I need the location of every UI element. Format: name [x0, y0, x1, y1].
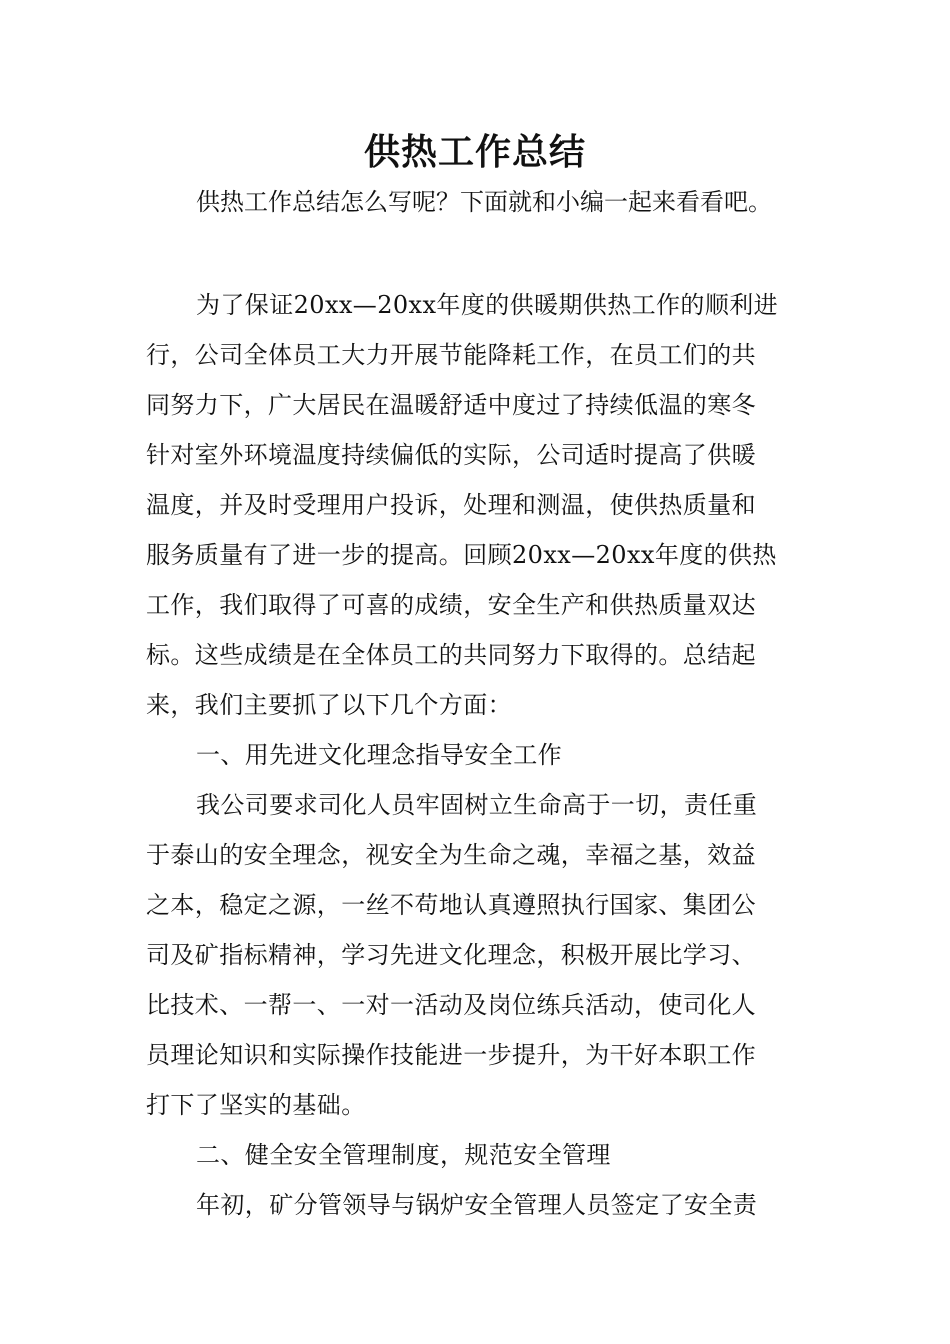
body-text — [146, 280, 810, 1230]
text-line: 员理论知识和实际操作技能进一步提升，为干好本职工作 — [146, 1041, 756, 1069]
text-line: 我公司要求司化人员牢固树立生命高于一切，责任重 — [196, 791, 758, 819]
text-line: 行，公司全体员工大力开展节能降耗工作，在员工们的共 — [146, 341, 756, 369]
text-line: 于泰山的安全理念，视安全为生命之魂，幸福之基，效益 — [146, 841, 756, 869]
text-line: 年初，矿分管领导与锅炉安全管理人员签定了安全责 — [196, 1191, 758, 1219]
text-line: 同努力下，广大居民在温暖舒适中度过了持续低温的寒冬 — [146, 391, 756, 419]
section-heading-2: 二、健全安全管理制度，规范安全管理 — [196, 1141, 611, 1169]
text-line: 打下了坚实的基础。 — [146, 1091, 366, 1119]
text-line: 标。这些成绩是在全体员工的共同努力下取得的。总结起 — [146, 641, 756, 669]
text-line: 来，我们主要抓了以下几个方面： — [146, 691, 512, 719]
text-line: 服务质量有了进一步的提高。回顾20xx—20xx年度的供热 — [146, 541, 777, 569]
text-line: 之本，稳定之源，一丝不苟地认真遵照执行国家、集团公 — [146, 891, 756, 919]
text-line: 为了保证20xx—20xx年度的供暖期供热工作的顺利进 — [196, 291, 779, 319]
text-line: 司及矿指标精神，学习先进文化理念，积极开展比学习、 — [146, 941, 756, 969]
text-line: 比技术、一帮一、一对一活动及岗位练兵活动，使司化人 — [146, 991, 756, 1019]
intro-paragraph: 供热工作总结怎么写呢？下面就和小编一起来看看吧。 — [196, 188, 772, 216]
document-title: 供热工作总结 — [363, 131, 586, 173]
section-heading-1: 一、用先进文化理念指导安全工作 — [196, 741, 562, 769]
text-line: 针对室外环境温度持续偏低的实际，公司适时提高了供暖 — [146, 441, 756, 469]
text-line: 工作，我们取得了可喜的成绩，安全生产和供热质量双达 — [146, 591, 756, 619]
text-line: 温度，并及时受理用户投诉，处理和测温，使供热质量和 — [146, 491, 756, 519]
